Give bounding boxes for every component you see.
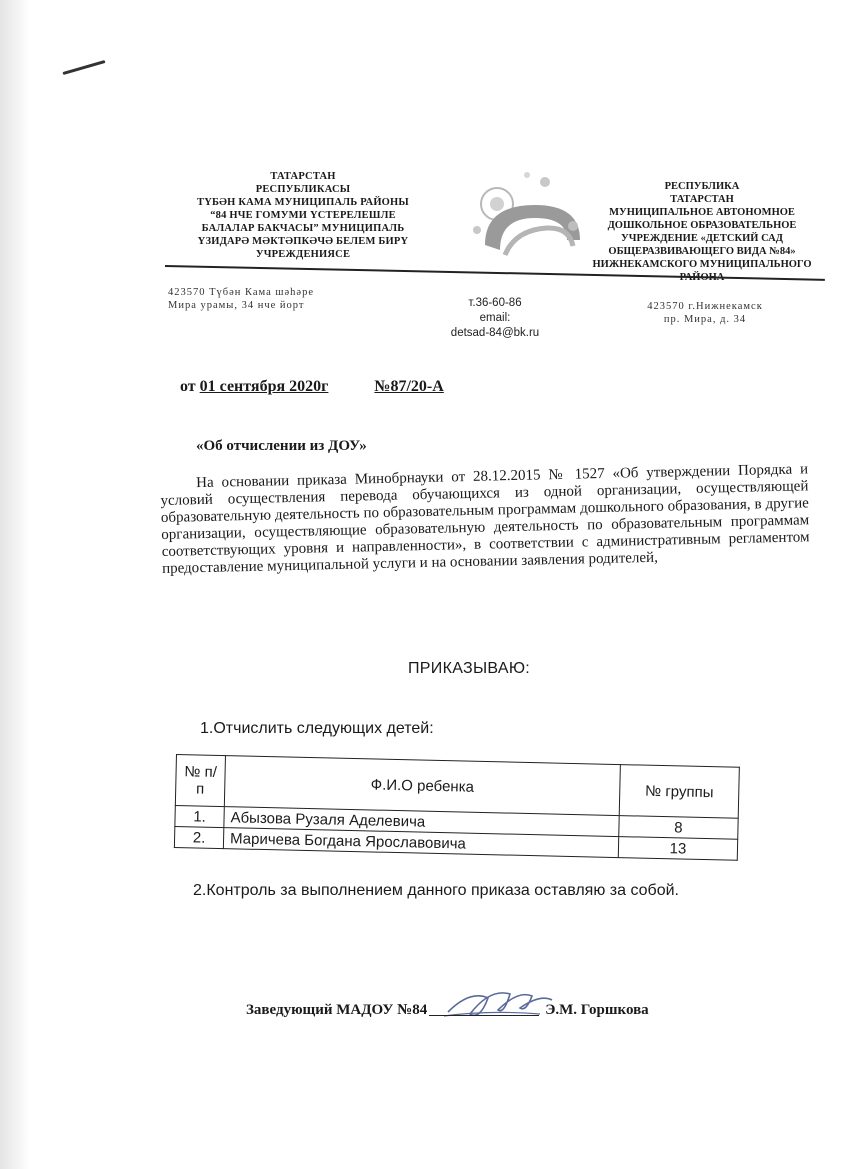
- header-right-line: ДОШКОЛЬНОЕ ОБРАЗОВАТЕЛЬНОЕ: [607, 220, 797, 231]
- order-date-line: [180, 378, 444, 396]
- header-right-line: УЧРЕЖДЕНИЕ «ДЕТСКИЙ САД: [621, 233, 783, 244]
- cell-child-name: Маричева Богдана Ярославовича: [223, 828, 618, 858]
- date-prefix: от: [180, 378, 196, 395]
- address-line: 423570 Түбән Кама шәһәре: [168, 287, 314, 298]
- header-left-tatar: [178, 170, 428, 261]
- header-right-line: ОБЩЕРАЗВИВАЮЩЕГО ВИДА №84»: [608, 246, 796, 257]
- header-left-line: УЧРЕЖДЕНИЯСЕ: [255, 249, 351, 260]
- header-right-russian: [582, 180, 822, 284]
- signatory-position: Заведующий МАДОУ №84: [246, 1002, 428, 1018]
- preamble-text: На основании приказа Минобрнауки от 28.12.2015 № 1527 «Об утверждении Порядка и условий осуществления перевода обучающихся из одной организации, осуществляющей образовательную деятельность по образовательным программам дошкольного образования, в другие организации, осуществляющие образовательную деятельность по образовательным программам соответствующих уровня и направленности», в соответствии с административным регламентом предоставление муниципальной услуги и на основании заявления родителей,: [160, 461, 810, 577]
- address-line: 423570 г.Нижнекамск: [647, 301, 763, 312]
- order-preamble: [160, 461, 810, 578]
- pen-mark: [62, 60, 105, 75]
- signature-blank: [429, 1015, 539, 1016]
- cell-number: 2.: [174, 826, 223, 848]
- signatory-name: Э.М. Горшкова: [545, 1002, 649, 1018]
- order-subject: «Об отчислении из ДОУ»: [196, 438, 367, 454]
- header-right-line: РЕСПУБЛИКА: [664, 181, 740, 192]
- order-item-2: 2.Контроль за выполнением данного приказа оставляю за собой.: [193, 882, 679, 899]
- header-left-line: ТҮБӘН КАМА МУНИЦИПАЛЬ РАЙОНЫ: [197, 197, 409, 208]
- header-right-line: НИЖНЕКАМСКОГО МУНИЦИПАЛЬНОГО: [592, 259, 812, 270]
- phone: т.36-60-86: [468, 297, 522, 309]
- kindergarten-logo-icon: [455, 160, 595, 280]
- header-left-line: РЕСПУБЛИКАСЫ: [255, 184, 351, 195]
- order-number: №87/20-А: [374, 378, 444, 395]
- header-left-line: БАЛАЛАР БАКЧАСЫ” МУНИЦИПАЛЬ: [201, 223, 405, 234]
- col-group: № группы: [619, 765, 739, 819]
- handwritten-signature-icon: [440, 970, 560, 1030]
- cell-child-name: Абызова Рузаля Аделевича: [224, 807, 619, 837]
- email-address: detsad-84@bk.ru: [450, 327, 540, 339]
- signature-line: [246, 1002, 649, 1019]
- order-heading: ПРИКАЗЫВАЮ:: [408, 660, 531, 677]
- header-right-line: ТАТАРСТАН: [670, 194, 734, 205]
- children-table: [174, 754, 740, 861]
- header-right-line: РАЙОНА: [679, 272, 725, 283]
- col-number: № п/п: [175, 755, 225, 807]
- header-left-line: “84 НЧЕ ГОМУМИ ҮСТЕРЕЛЕШЛЕ: [210, 210, 396, 221]
- order-date: 01 сентября 2020г: [199, 378, 329, 395]
- col-child-name: Ф.И.О ребенка: [224, 756, 620, 816]
- header-left-line: ТАТАРСТАН: [270, 171, 336, 182]
- address-line: Мира урамы, 34 нче йорт: [168, 300, 305, 311]
- cell-group: 13: [618, 837, 737, 861]
- address-line: пр. Мира, д. 34: [663, 314, 747, 325]
- header-left-line: ҮЗИДАРӘ МӘКТӘПКӘЧӘ БЕЛЕМ БИРҮ: [197, 236, 409, 247]
- contact-block: [430, 296, 560, 341]
- order-item-1: 1.Отчислить следующих детей:: [200, 720, 434, 737]
- address-tatar: [168, 286, 314, 312]
- email-label: email:: [479, 312, 511, 324]
- cell-number: 1.: [175, 805, 224, 827]
- scan-shadow: [0, 0, 30, 1169]
- header-right-line: МУНИЦИПАЛЬНОЕ АВТОНОМНОЕ: [609, 207, 795, 218]
- address-russian: [620, 300, 790, 326]
- cell-group: 8: [619, 816, 738, 840]
